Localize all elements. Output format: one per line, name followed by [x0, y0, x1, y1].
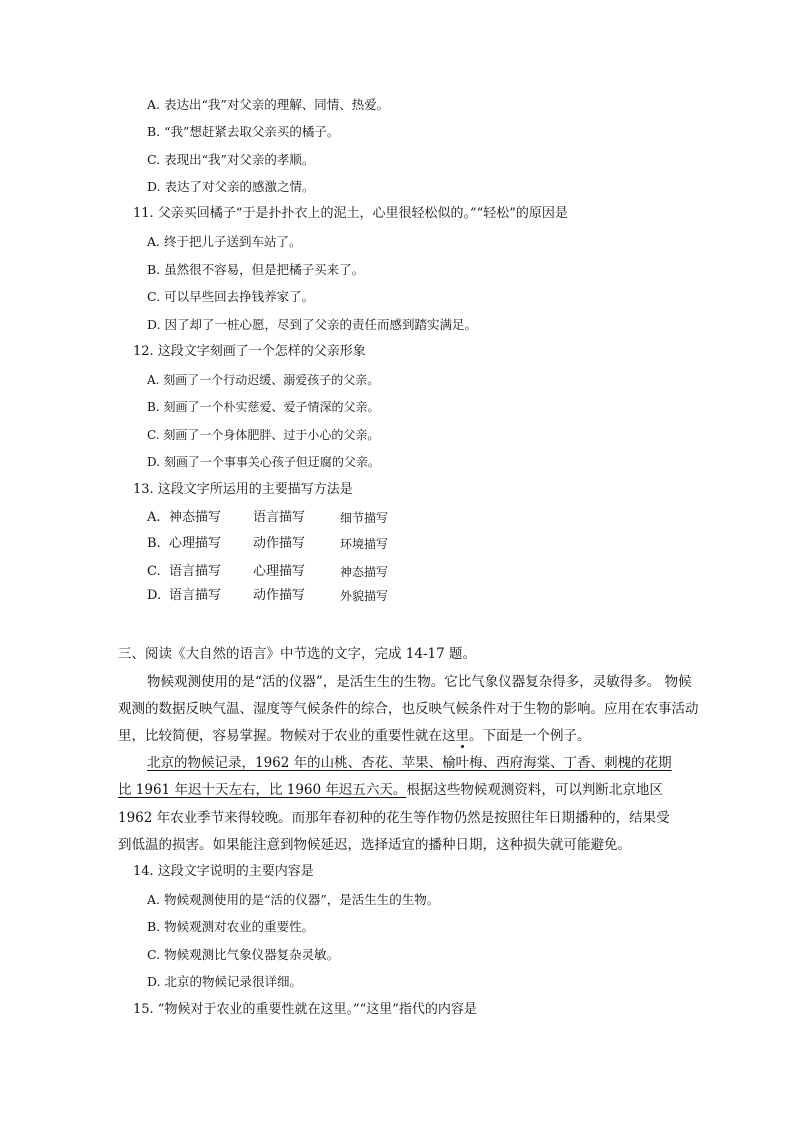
- q14-option-a: A. 物候观测使用的是“活的仪器”，是活生生的生物。: [147, 892, 440, 907]
- q13-stem: 13. 这段文字所运用的主要描写方法是: [133, 482, 353, 497]
- q10-option-a: A. 表达出“我”对父亲的理解、同情、热爱。: [147, 97, 390, 112]
- q14-option-c: C. 物候观测比气象仪器复杂灵敏。: [147, 947, 340, 962]
- q11-option-c: C. 可以早些回去挣钱养家了。: [147, 289, 315, 304]
- q12-option-d: D. 刻画了一个事事关心孩子但迂腐的父亲。: [147, 455, 380, 469]
- passage-p1-line1: 物候观测使用的是“活的仪器”，是活生生的生物。它比气象仪器复杂得多，灵敏得多。 物候: [147, 674, 692, 690]
- q13-row-c-letter: C.: [147, 564, 161, 579]
- q13-row-a-col3: 细节描写: [340, 511, 389, 525]
- section-heading: 三、阅读《大自然的语言》中节选的文字，完成 14-17 题。: [118, 646, 476, 662]
- q12-stem: 12. 这段文字刻画了一个怎样的父亲形象: [133, 344, 366, 359]
- q11-option-a: A. 终于把儿子送到车站了。: [147, 234, 302, 249]
- q13-row-a-col2: 语言描写: [253, 510, 306, 525]
- q14-option-b: B. 物候观测对农业的重要性。: [147, 919, 315, 934]
- q13-row-a-col1: 神态描写: [169, 510, 222, 525]
- passage-p1-line3-end: 。下面是一个例子。: [469, 728, 591, 744]
- q13-row-b-col2: 动作描写: [253, 536, 306, 551]
- q10-option-d: D. 表达了对父亲的感激之情。: [147, 179, 315, 194]
- passage-p2-line2: [118, 782, 663, 798]
- q13-row-b-col1: 心理描写: [169, 536, 222, 551]
- q13-row-b-col3: 环境描写: [340, 537, 389, 551]
- q11-option-d: D. 因了却了一桩心愿，尽到了父亲的责任而感到踏实满足。: [147, 317, 478, 332]
- emphasis-dot-char: 里: [455, 728, 469, 744]
- passage-p1-line3: [118, 728, 591, 744]
- q10-option-b: B. “我”想赶紧去取父亲买的橘子。: [147, 124, 340, 139]
- q11-option-b: B. 虽然很不容易，但是把橘子买来了。: [147, 262, 365, 277]
- underlined-text-1: 北京的物候记录，1962 年的山桃、杏花、苹果、榆叶梅、西府海棠、丁香、刺槐的花期: [147, 755, 672, 771]
- q13-row-c-col3: 神态描写: [340, 565, 389, 579]
- q13-row-a-letter: A.: [147, 510, 161, 525]
- q12-option-b: B. 刻画了一个朴实慈爱、爱子情深的父亲。: [147, 400, 380, 414]
- q14-stem: 14. 这段文字说明的主要内容是: [133, 864, 314, 879]
- passage-p2-line4: 到低温的损害。如果能注意到物候延迟，选择适宜的播种日期，这种损失就可能避免。: [118, 837, 631, 853]
- passage-p1-line2: 观测的数据反映气温、湿度等气候条件的综合，也反映气候条件对于生物的影响。应用在农事活动: [118, 701, 699, 717]
- q13-row-c-col2: 心理描写: [253, 564, 306, 579]
- q13-row-d-col3: 外貌描写: [340, 589, 389, 603]
- q15-stem: 15. “物候对于农业的重要性就在这里。”“这里”指代的内容是: [133, 1002, 477, 1017]
- q13-row-d-letter: D.: [147, 588, 162, 603]
- q12-option-c: C. 刻画了一个身体肥胖、过于小心的父亲。: [147, 428, 380, 442]
- passage-p2-line1: [147, 755, 672, 771]
- q13-row-d-col2: 动作描写: [253, 588, 306, 603]
- passage-p1-line3-start: 里，比较简便，容易掌握。物候对于农业的重要性就在这: [118, 728, 456, 744]
- q13-row-b-letter: B.: [147, 536, 161, 551]
- q12-option-a: A. 刻画了一个行动迟缓、溺爱孩子的父亲。: [147, 373, 380, 387]
- passage-p2-line2-rest: 根据这些物候观测资料，可以判断北京地区: [406, 782, 663, 798]
- q13-row-c-col1: 语言描写: [169, 564, 222, 579]
- passage-p2-line3: 1962 年农业季节来得较晚。而那年春初种的花生等作物仍然是按照往年日期播种的，结果受: [118, 810, 670, 826]
- underlined-text-2: 比 1961 年迟十天左右，比 1960 年迟五六天。: [118, 782, 407, 798]
- q11-stem: 11. 父亲买回橘子“于是扑扑衣上的泥土，心里很轻松似的。”“轻松”的原因是: [133, 206, 568, 221]
- q14-option-d: D. 北京的物候记录很详细。: [147, 974, 303, 989]
- q13-row-d-col1: 语言描写: [169, 588, 222, 603]
- q10-option-c: C. 表现出“我”对父亲的孝顺。: [147, 152, 315, 167]
